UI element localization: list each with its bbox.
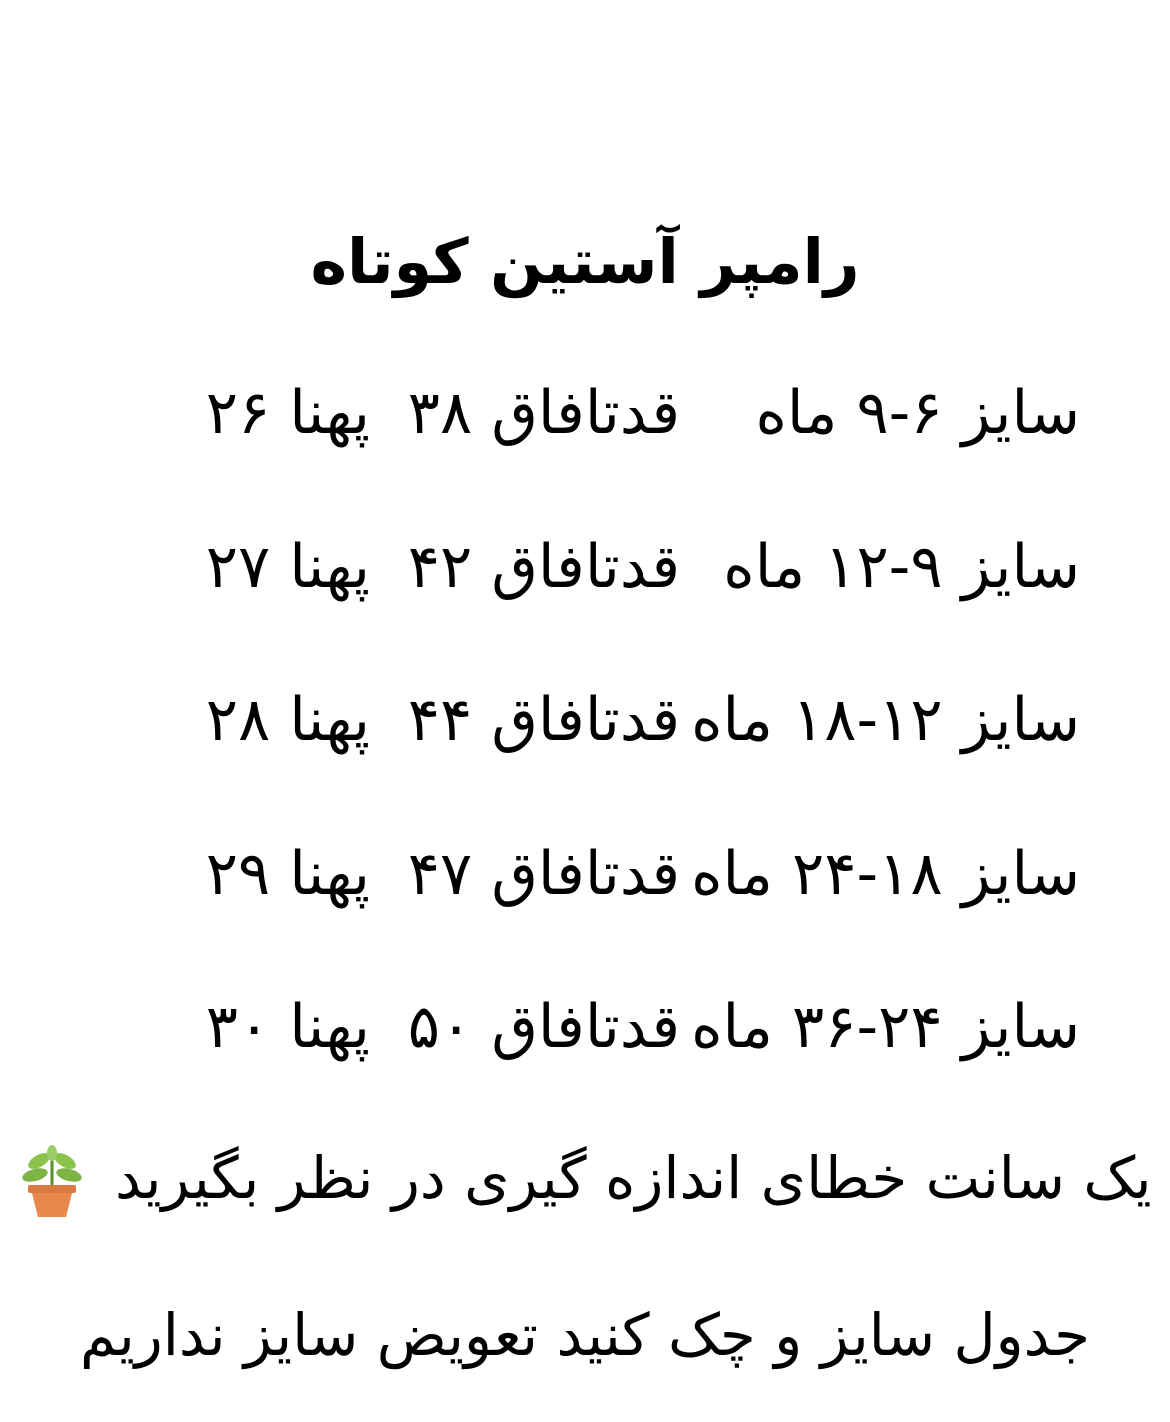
size-label: سایز ۲۴-۳۶ ماه [691,992,1080,1062]
width-label: پهنا ۲۶ [205,378,370,448]
potted-plant-icon [19,1145,85,1219]
length-label: قدتافاق ۴۲ [407,532,680,602]
width-label: پهنا ۲۷ [205,532,370,602]
length-label: قدتافاق ۴۷ [407,839,680,909]
size-label: سایز ۱۸-۲۴ ماه [691,839,1080,909]
size-row [80,373,1080,453]
measurement-error-text: یک سانت خطای اندازه گیری در نظر بگیرید [114,1144,1152,1212]
page-title: رامپر آستین کوتاه [310,225,860,298]
width-label: پهنا ۲۸ [205,685,370,755]
width-label: پهنا ۲۹ [205,839,370,909]
length-label: قدتافاق ۴۴ [407,685,680,755]
size-label: سایز ۱۲-۱۸ ماه [691,685,1080,755]
no-exchange-note: جدول سایز و چک کنید تعویض سایز نداریم [80,1301,1090,1369]
size-row [80,834,1080,914]
size-label: سایز ۶-۹ ماه [755,378,1080,448]
size-row [80,527,1080,607]
measurement-error-note [0,1138,1170,1219]
length-label: قدتافاق ۵۰ [407,992,680,1062]
length-label: قدتافاق ۳۸ [407,378,680,448]
size-row [80,680,1080,760]
size-label: سایز ۹-۱۲ ماه [723,532,1080,602]
size-row [80,987,1080,1067]
width-label: پهنا ۳۰ [205,992,370,1062]
